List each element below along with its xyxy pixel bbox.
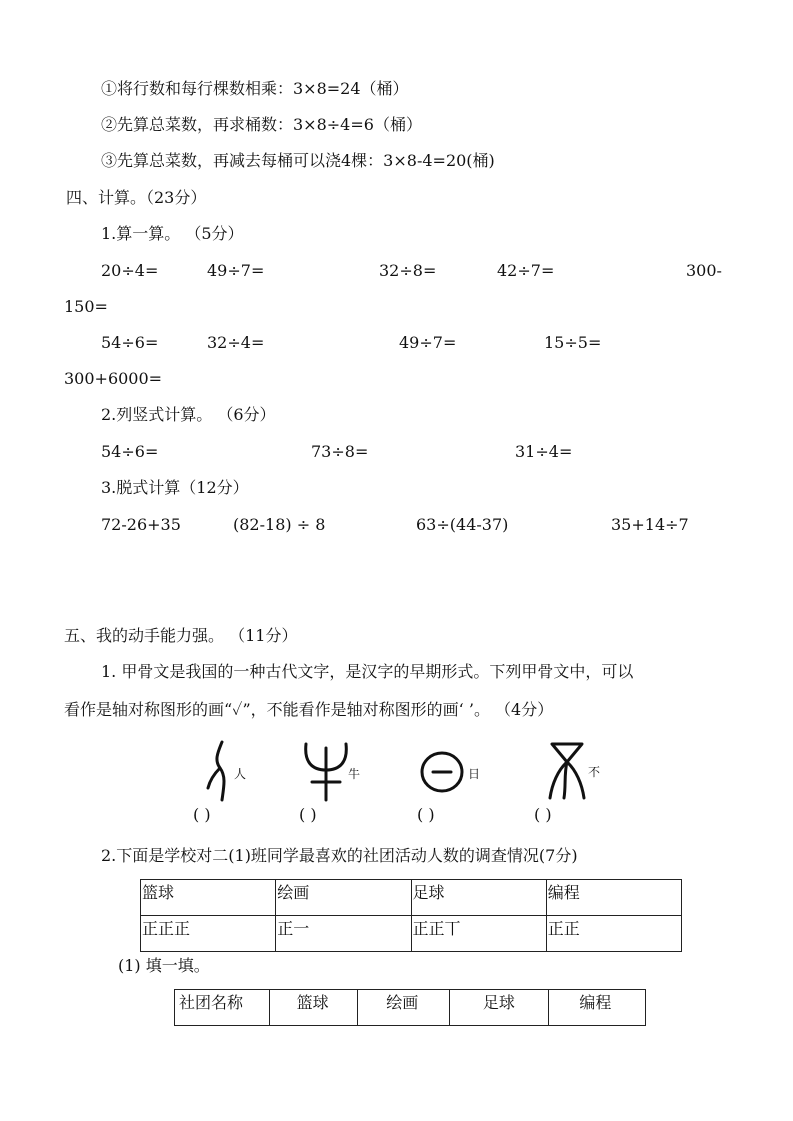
section5-heading: 五、我的动手能力强。 （11分） bbox=[64, 626, 298, 645]
calc-item: 54÷6= bbox=[101, 333, 159, 352]
oracle-ri-glyph bbox=[418, 748, 488, 798]
q1-text-line-1: 1. 甲骨文是我国的一种古代文字，是汉字的早期形式。下列甲骨文中，可以 bbox=[101, 662, 634, 681]
vertical-calc-item: 73÷8= bbox=[311, 442, 369, 461]
q2-title: 2.列竖式计算。 （6分） bbox=[101, 405, 276, 424]
table-header-cell: 足球 bbox=[411, 880, 546, 916]
answer-blank[interactable]: ( ) bbox=[417, 805, 435, 824]
method-line-1: ①将行数和每行棵数相乘：3×8=24（桶） bbox=[101, 79, 409, 98]
q1-text-line-2: 看作是轴对称图形的画“✓”，不能看作是轴对称图形的画‘ ’。 （4分） bbox=[64, 700, 554, 719]
calc-item: 32÷8= bbox=[379, 261, 437, 280]
answer-blank[interactable]: ( ) bbox=[299, 805, 317, 824]
tally-cell: 正正 bbox=[546, 916, 681, 952]
oracle-niu-glyph bbox=[298, 738, 368, 802]
stepwise-calc-item: (82-18) ÷ 8 bbox=[233, 515, 326, 534]
vertical-calc-item: 54÷6= bbox=[101, 442, 159, 461]
table-header-cell: 绘画 bbox=[358, 990, 450, 1026]
calc-item: 15÷5= bbox=[544, 333, 602, 352]
sub-question-1: (1) 填一填。 bbox=[118, 956, 210, 975]
q2-title: 2.下面是学校对二(1)班同学最喜欢的社团活动人数的调查情况(7分) bbox=[101, 846, 578, 865]
table-header-cell: 篮球 bbox=[269, 990, 358, 1026]
calc-item-wrap: 150= bbox=[64, 297, 108, 316]
glyph-label: 牛 bbox=[348, 767, 361, 781]
calc-item: 32÷4= bbox=[207, 333, 265, 352]
answer-blank[interactable]: ( ) bbox=[534, 805, 552, 824]
table-header-cell: 编程 bbox=[549, 990, 646, 1026]
tally-cell: 正一 bbox=[276, 916, 411, 952]
method-line-3: ③先算总菜数，再减去每桶可以浇4棵：3×8-4=20(桶) bbox=[101, 151, 495, 170]
q1-title: 1.算一算。 （5分） bbox=[101, 224, 244, 243]
tally-table bbox=[140, 879, 682, 952]
tally-cell: 正正丅 bbox=[411, 916, 546, 952]
table-header-cell: 足球 bbox=[449, 990, 549, 1026]
vertical-calc-item: 31÷4= bbox=[515, 442, 573, 461]
table-header-cell: 绘画 bbox=[276, 880, 411, 916]
table-header-cell: 编程 bbox=[546, 880, 681, 916]
stepwise-calc-item: 35+14÷7 bbox=[611, 515, 689, 534]
calc-item: 20÷4= bbox=[101, 261, 159, 280]
answer-blank[interactable]: ( ) bbox=[193, 805, 211, 824]
q3-title: 3.脱式计算（12分） bbox=[101, 478, 249, 497]
glyph-label: 人 bbox=[234, 767, 247, 781]
calc-item: 49÷7= bbox=[399, 333, 457, 352]
glyph-label: 不 bbox=[588, 765, 601, 779]
calc-item-wrap: 300+6000= bbox=[64, 369, 163, 388]
calc-item: 49÷7= bbox=[207, 261, 265, 280]
calc-item: 300- bbox=[686, 261, 722, 280]
oracle-bu-glyph bbox=[540, 740, 610, 802]
table-header-cell: 社团名称 bbox=[175, 990, 270, 1026]
glyph-label: 日 bbox=[468, 767, 481, 781]
oracle-ren-glyph bbox=[200, 738, 260, 802]
tally-cell: 正正正 bbox=[141, 916, 276, 952]
stepwise-calc-item: 72-26+35 bbox=[101, 515, 181, 534]
method-line-2: ②先算总菜数，再求桶数：3×8÷4=6（桶） bbox=[101, 115, 422, 134]
stepwise-calc-item: 63÷(44-37) bbox=[416, 515, 509, 534]
table-header-cell: 篮球 bbox=[141, 880, 276, 916]
section4-heading: 四、计算。（23分） bbox=[66, 188, 207, 207]
calc-item: 42÷7= bbox=[497, 261, 555, 280]
fill-table bbox=[174, 989, 646, 1026]
